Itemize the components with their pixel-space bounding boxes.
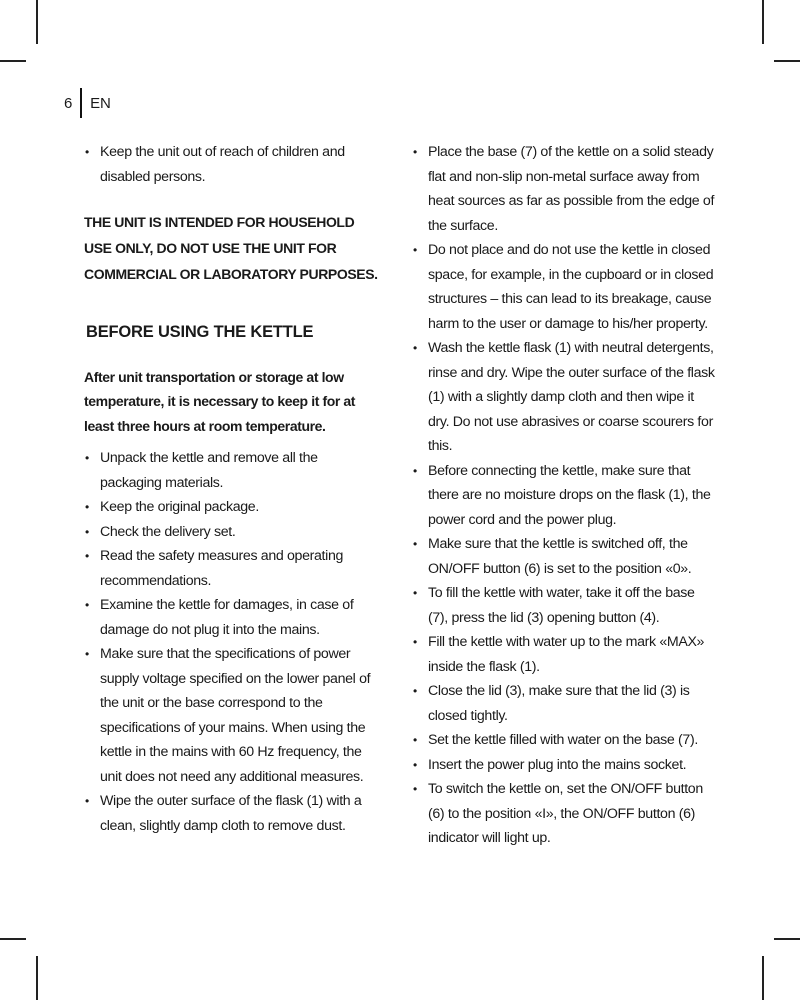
list-item — [84, 446, 380, 495]
crop-mark-top-right-vertical — [762, 0, 764, 44]
section-lead: After unit transportation or storage at low temperature, it is necessary to keep it for at least three hours at room temperature. — [84, 368, 356, 434]
list-item-text: Fill the kettle with water up to the mark «MAX» inside the flask (1). — [428, 634, 705, 675]
list-item — [84, 544, 380, 593]
bullet-icon: • — [85, 500, 89, 514]
list-item — [412, 336, 716, 459]
header-divider — [80, 88, 82, 118]
list-item — [412, 581, 716, 630]
list-item — [412, 238, 716, 336]
list-item-text: To fill the kettle with water, take it off the base (7), press the lid (3) opening button (4). — [428, 585, 695, 626]
list-item-text: Keep the unit out of reach of children and disabled persons. — [100, 144, 345, 185]
list-item-text: Wash the kettle flask (1) with neutral detergents, rinse and dry. Wipe the outer surface of the flask (1) with a slightly damp cloth and then wipe it dry. Do not use abrasives or coarse scourers for this. — [428, 340, 715, 454]
list-item-text: Keep the original package. — [100, 499, 259, 515]
list-item — [84, 495, 380, 520]
preparation-bullet-list — [84, 446, 380, 838]
bullet-icon: • — [413, 757, 417, 772]
bullet-icon: • — [413, 537, 417, 551]
list-item — [84, 642, 380, 789]
right-column — [412, 140, 716, 851]
list-item-text: Make sure that the kettle is switched off, the ON/OFF button (6) is set to the position «0». — [428, 536, 692, 577]
bullet-icon: • — [413, 684, 417, 698]
list-item-text: To switch the kettle on, set the ON/OFF button (6) to the position «I», the ON/OFF button (6) indicator will light up. — [428, 781, 703, 846]
list-item-text: Set the kettle filled with water on the base (7). — [428, 732, 698, 748]
list-item-text: Read the safety measures and operating recommendations. — [100, 548, 344, 589]
list-item-text: Before connecting the kettle, make sure that there are no moisture drops on the flask (1), the power cord and the power plug. — [428, 462, 711, 528]
section-title: BEFORE USING THE KETTLE — [86, 323, 314, 341]
crop-mark-top-left-vertical — [36, 0, 38, 44]
household-use-notice: THE UNIT IS INTENDED FOR HOUSEHOLD USE ONLY, DO NOT USE THE UNIT FOR COMMERCIAL OR LABORATORY PURPOSES. — [84, 214, 378, 282]
bullet-icon: • — [85, 549, 89, 563]
bullet-icon: • — [413, 463, 417, 478]
crop-mark-bottom-right-horizontal — [774, 938, 800, 940]
crop-mark-bottom-right-vertical — [762, 956, 764, 1000]
list-item-text: Insert the power plug into the mains socket. — [428, 756, 687, 773]
list-item-text: Make sure that the specifications of power supply voltage specified on the lower panel of the unit or the base correspond to the specifications of your mains. When using the kettle in the mains with 60 Hz frequency, the unit does not need any additional measures. — [100, 646, 371, 785]
list-item — [84, 789, 380, 838]
bullet-icon: • — [413, 341, 417, 355]
crop-mark-top-right-horizontal — [774, 60, 800, 62]
bullet-icon: • — [413, 586, 417, 600]
bullet-icon: • — [413, 145, 417, 159]
list-item — [412, 459, 716, 533]
bullet-icon: • — [413, 733, 417, 747]
list-item — [84, 593, 380, 642]
bullet-icon: • — [85, 647, 89, 661]
list-item-text: Check the delivery set. — [100, 523, 236, 540]
list-item — [412, 679, 716, 728]
list-item — [412, 728, 716, 753]
left-column — [84, 140, 380, 838]
list-item — [412, 777, 716, 851]
list-item-text: Close the lid (3), make sure that the lid (3) is closed tightly. — [428, 683, 690, 724]
list-item — [412, 140, 716, 238]
bullet-icon: • — [413, 243, 417, 257]
setup-bullet-list — [412, 140, 716, 851]
list-item-text: Place the base (7) of the kettle on a solid steady flat and non-slip non-metal surface away from heat sources as far as possible from the edge of the surface. — [428, 144, 715, 234]
list-item-text: Unpack the kettle and remove all the packaging materials. — [100, 450, 318, 491]
crop-mark-bottom-left-vertical — [36, 956, 38, 1000]
page-header — [64, 88, 111, 118]
page-number: 6 — [64, 94, 73, 112]
language-code: EN — [90, 94, 111, 112]
list-item-text: Examine the kettle for damages, in case of damage do not plug it into the mains. — [100, 597, 354, 638]
bullet-icon: • — [85, 451, 89, 465]
bullet-icon: • — [85, 598, 89, 612]
bullet-icon: • — [85, 524, 89, 539]
list-item — [84, 520, 380, 545]
crop-mark-bottom-left-horizontal — [0, 938, 26, 940]
crop-mark-top-left-horizontal — [0, 60, 26, 62]
bullet-icon: • — [85, 794, 89, 808]
list-item — [84, 140, 380, 189]
bullet-icon: • — [413, 635, 417, 649]
intro-bullet-list — [84, 140, 380, 189]
list-item-text: Do not place and do not use the kettle in closed space, for example, in the cupboard or in closed structures – this can lead to its breakage, cause harm to the user or damage to his/her property. — [428, 242, 714, 332]
list-item-text: Wipe the outer surface of the flask (1) with a clean, slightly damp cloth to remove dust. — [100, 793, 362, 834]
list-item — [412, 630, 716, 679]
list-item — [412, 753, 716, 778]
bullet-icon: • — [413, 782, 417, 796]
list-item — [412, 532, 716, 581]
bullet-icon: • — [85, 145, 89, 159]
